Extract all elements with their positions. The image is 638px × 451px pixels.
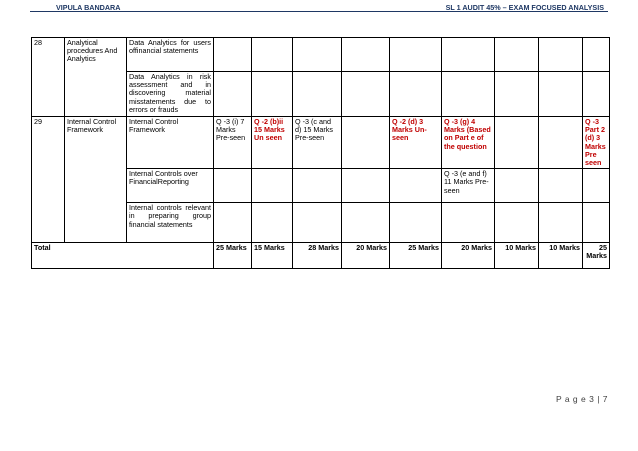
total-cell: 15 Marks [252,243,293,269]
topic-cell: Analytical procedures And Analytics [65,38,127,117]
question-cell: Q -2 (b)ii 15 Marks Un seen [252,117,293,169]
total-cell: 25 Marks [390,243,442,269]
subtopic-cell: Internal Controls over FinancialReporting [127,169,214,203]
table-row [32,38,610,72]
table-row [32,117,610,169]
header-title: SL 1 AUDIT 45% – EXAM FOCUSED ANALYSIS [445,3,604,12]
total-cell: 28 Marks [293,243,342,269]
question-cell: Q -2 (d) 3 Marks Un-seen [390,117,442,169]
total-label: Total [32,243,214,269]
question-cell: Q -3 (c and d) 15 Marks Pre-seen [293,117,342,169]
total-cell: 10 Marks [539,243,583,269]
question-cell: Q -3 (i) 7 Marks Pre-seen [214,117,252,169]
subtopic-cell: Internal controls relevant in preparing group financial statements [127,203,214,243]
total-row [32,243,610,269]
row-number: 29 [32,117,65,243]
subtopic-cell: Data Analytics in risk assessment and in discovering material misstatements due to errors or frauds [127,72,214,117]
total-cell: 25 Marks [583,243,610,269]
total-cell: 25 Marks [214,243,252,269]
total-cell: 10 Marks [495,243,539,269]
exam-analysis-table [31,37,610,269]
header-author: VIPULA BANDARA [56,3,121,12]
question-cell: Q -3 (g) 4 Marks (Based on Part e of the question [442,117,495,169]
page-number: P a g e 3 | 7 [555,394,608,404]
question-cell: Q -3 (e and f) 11 Marks Pre-seen [442,169,495,203]
subtopic-cell: Internal Control Framework [127,117,214,169]
total-cell: 20 Marks [442,243,495,269]
subtopic-cell: Data Analytics for users offinancial statements [127,38,214,72]
row-number: 28 [32,38,65,117]
topic-cell: Internal Control Framework [65,117,127,243]
question-cell: Q -3 Part 2 (d) 3 Marks Pre seen [583,117,610,169]
total-cell: 20 Marks [342,243,390,269]
header-rule [30,11,608,12]
